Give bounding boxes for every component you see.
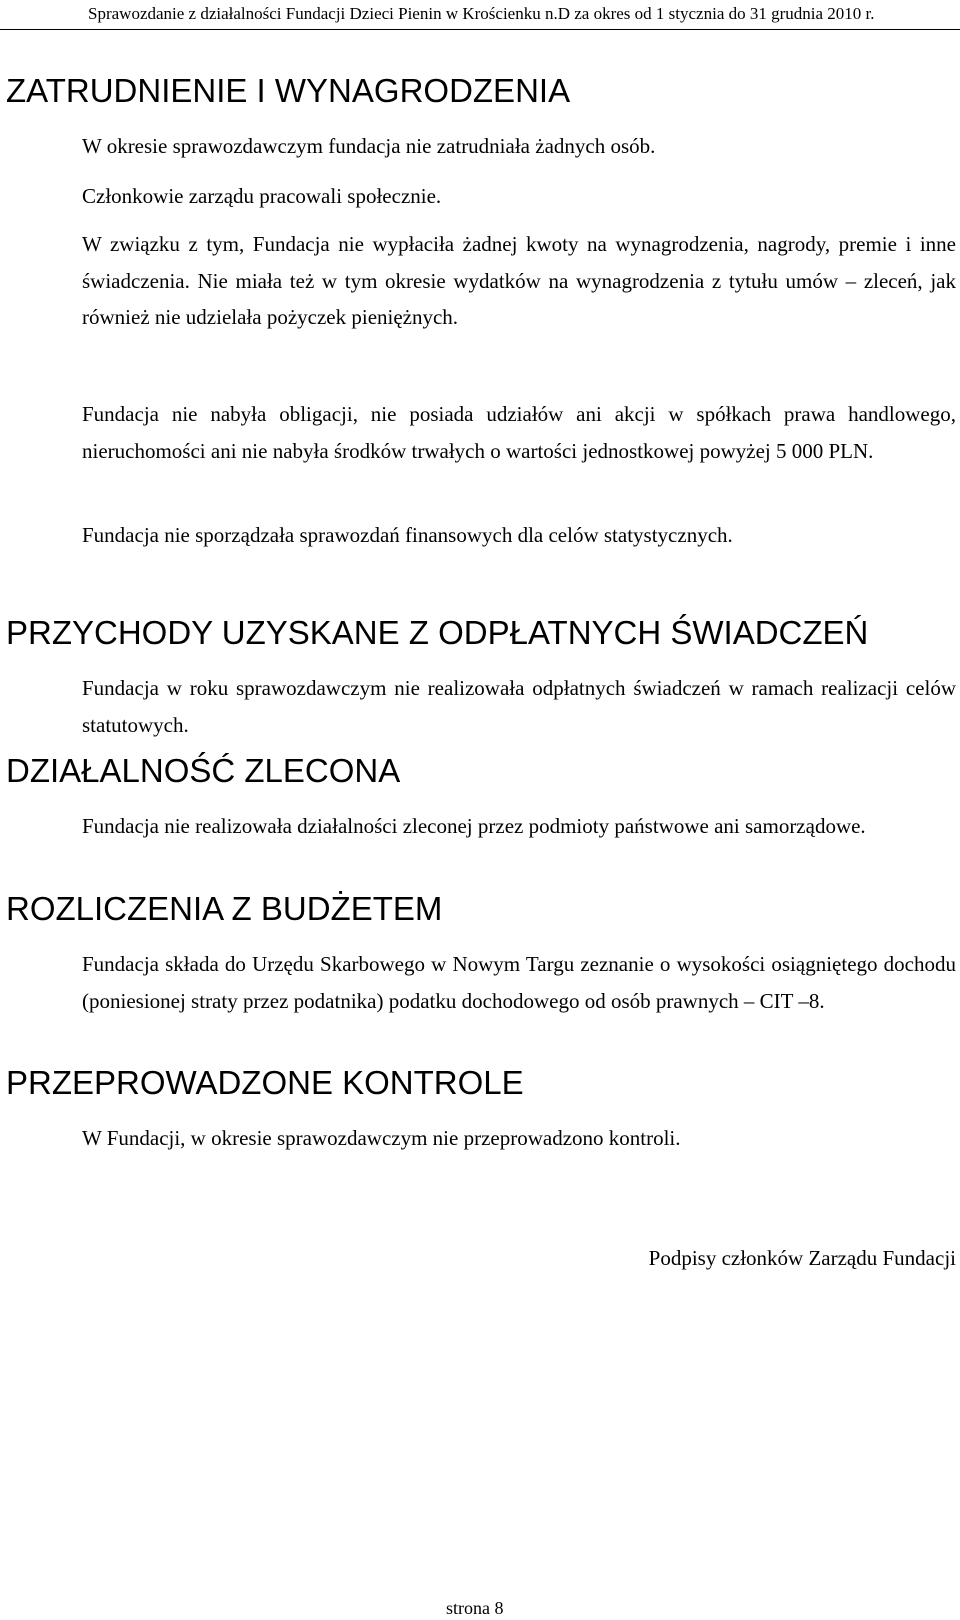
- header-text: Sprawozdanie z działalności Fundacji Dzieci Pienin w Krościenku n.D za okres od 1 stycznia do 31 grudnia 2010 r.: [88, 4, 875, 23]
- heading-budget-settlements: ROZLICZENIA Z BUDŻETEM: [6, 890, 443, 927]
- paragraph-no-statistical-reports: Fundacja nie sporządzała sprawozdań finansowych dla celów statystycznych.: [82, 523, 733, 547]
- heading-employment: ZATRUDNIENIE I WYNAGRODZENIA: [6, 72, 571, 109]
- heading-commissioned-activity: DZIAŁALNOŚĆ ZLECONA: [6, 752, 401, 789]
- paragraph-commissioned-activity: Fundacja nie realizowała działalności zleconej przez podmioty państwowe ani samorządowe.: [82, 814, 866, 838]
- paragraph-no-assets: Fundacja nie nabyła obligacji, nie posiada udziałów ani akcji w spółkach prawa handlowego, nieruchomości ani nie nabyła środków trwałych o wartości jednostkowej powyżej 5 000 PLN.: [82, 402, 956, 463]
- paragraph-inspections: W Fundacji, w okresie sprawozdawczym nie przeprowadzono kontroli.: [82, 1126, 681, 1150]
- paragraph-board-volunteer: Członkowie zarządu pracowali społecznie.: [82, 184, 442, 208]
- board-signatures-label: Podpisy członków Zarządu Fundacji: [648, 1246, 956, 1270]
- paragraph-no-employees: W okresie sprawozdawczym fundacja nie zatrudniała żadnych osób.: [82, 134, 656, 158]
- paragraph-no-payments: W związku z tym, Fundacja nie wypłaciła żadnej kwoty na wynagrodzenia, nagrody, premie i inne świadczenia. Nie miała też w tym okresie wydatków na wynagrodzenia z tytułu umów – zleceń, jak również nie udzielała pożyczek pieniężnych.: [82, 232, 956, 329]
- page-header: [0, 0, 960, 30]
- paragraph-revenue: Fundacja w roku sprawozdawczym nie realizowała odpłatnych świadczeń w ramach realizacji celów statutowych.: [82, 676, 956, 737]
- paragraph-budget-settlements: Fundacja składa do Urzędu Skarbowego w Nowym Targu zeznanie o wysokości osiągniętego dochodu (poniesionej straty przez podatnika) podatku dochodowego od osób prawnych – CIT –8.: [82, 952, 956, 1013]
- heading-inspections: PRZEPROWADZONE KONTROLE: [6, 1064, 524, 1101]
- heading-revenue: PRZYCHODY UZYSKANE Z ODPŁATNYCH ŚWIADCZEŃ: [6, 614, 869, 651]
- page-number: strona 8: [446, 1598, 504, 1618]
